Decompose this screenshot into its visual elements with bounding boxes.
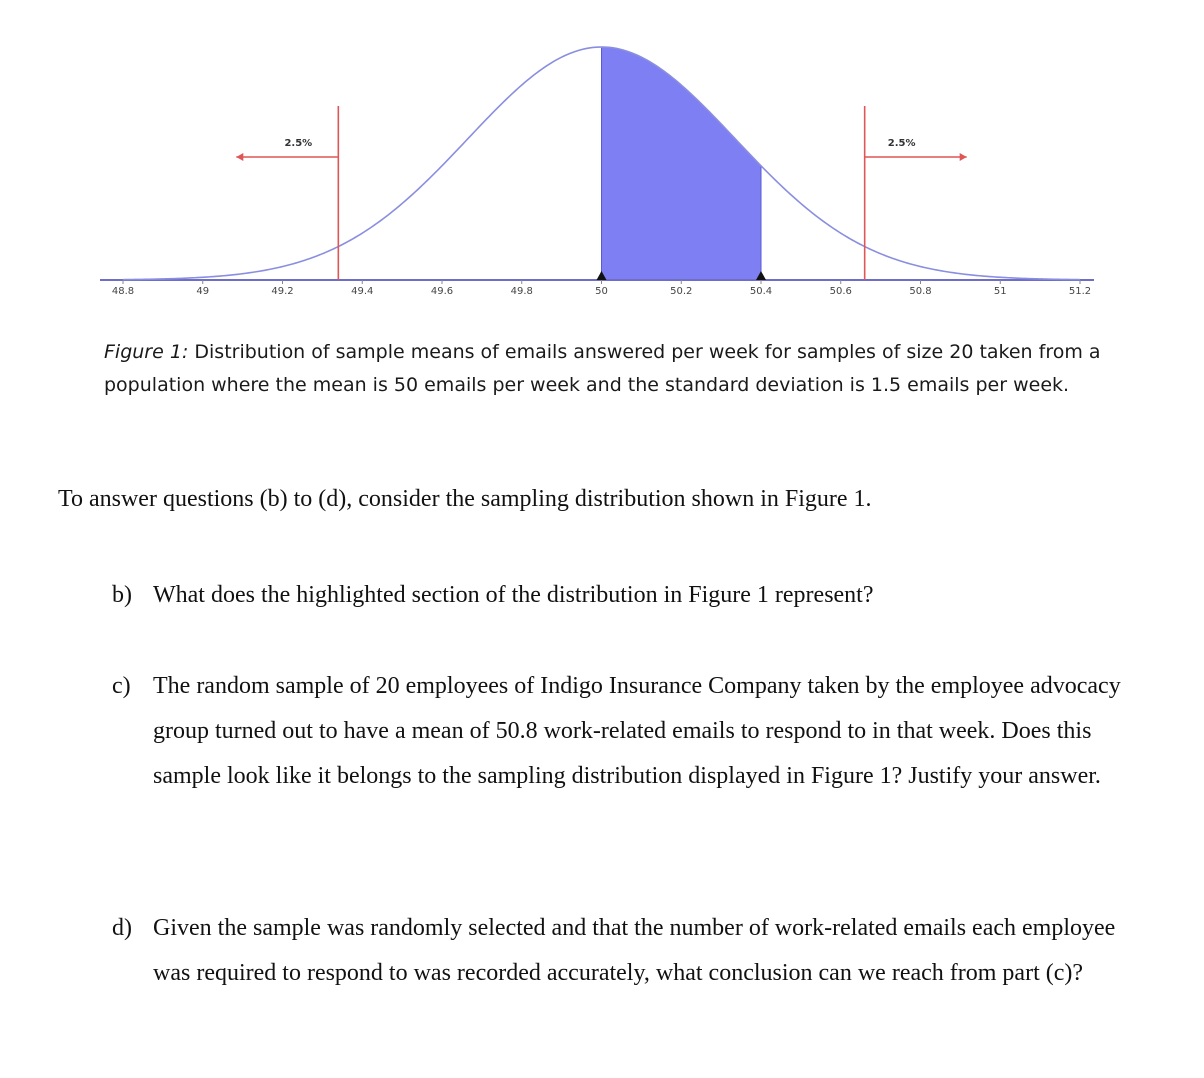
x-tick-label: 49.4 xyxy=(351,286,374,297)
question-c xyxy=(112,664,1122,799)
question-b-letter: b) xyxy=(112,582,132,608)
x-tick-label: 49 xyxy=(196,286,210,297)
question-b-text: What does the highlighted section of the distribution in Figure 1 represent? xyxy=(153,582,874,608)
x-tick-label: 51 xyxy=(993,286,1007,297)
x-tick-label: 49.8 xyxy=(510,286,533,297)
x-tick-label: 48.8 xyxy=(111,286,135,297)
question-d xyxy=(112,906,1122,996)
x-tick-label: 50 xyxy=(595,286,608,297)
x-tick-label: 50.6 xyxy=(829,286,852,297)
figure-caption-text: Distribution of sample means of emails answered per week for samples of size 20 taken from a population where the mean is 50 emails per week and the standard deviation is 1.5 emails per week. xyxy=(104,341,1101,396)
question-d-letter: d) xyxy=(112,915,132,941)
highlighted-area xyxy=(602,47,762,280)
x-tick-label: 51.2 xyxy=(1068,286,1092,297)
tail-arrow-head xyxy=(236,153,243,161)
x-tick-label: 50.8 xyxy=(909,286,932,297)
figure-caption-label: Figure 1: xyxy=(104,341,189,363)
question-d-text: Given the sample was randomly selected and that the number of work-related emails each employee was required to respond to was recorded accurately, what conclusion can we reach from part (c)? xyxy=(153,915,1116,986)
x-tick-label: 50.2 xyxy=(670,286,693,297)
x-tick-label: 49.6 xyxy=(430,286,454,297)
sampling-distribution-chart xyxy=(0,0,1204,320)
question-c-letter: c) xyxy=(112,673,131,699)
x-tick-label: 49.2 xyxy=(271,286,294,297)
question-b xyxy=(112,573,1122,618)
tail-percent-label: 2.5% xyxy=(887,138,916,149)
tail-percent-label: 2.5% xyxy=(284,138,313,149)
instructions-text: To answer questions (b) to (d), consider the sampling distribution shown in Figure 1. xyxy=(58,486,872,512)
x-tick-label: 50.4 xyxy=(749,286,773,297)
tail-arrow-head xyxy=(960,153,967,161)
question-c-text: The random sample of 20 employees of Indigo Insurance Company taken by the employee advocacy group turned out to have a mean of 50.8 work-related emails to respond to in that week. Does this sample look like it belongs to the sampling distribution displayed in Figure 1? Justify your answer. xyxy=(153,673,1121,789)
figure-caption xyxy=(104,336,1144,402)
